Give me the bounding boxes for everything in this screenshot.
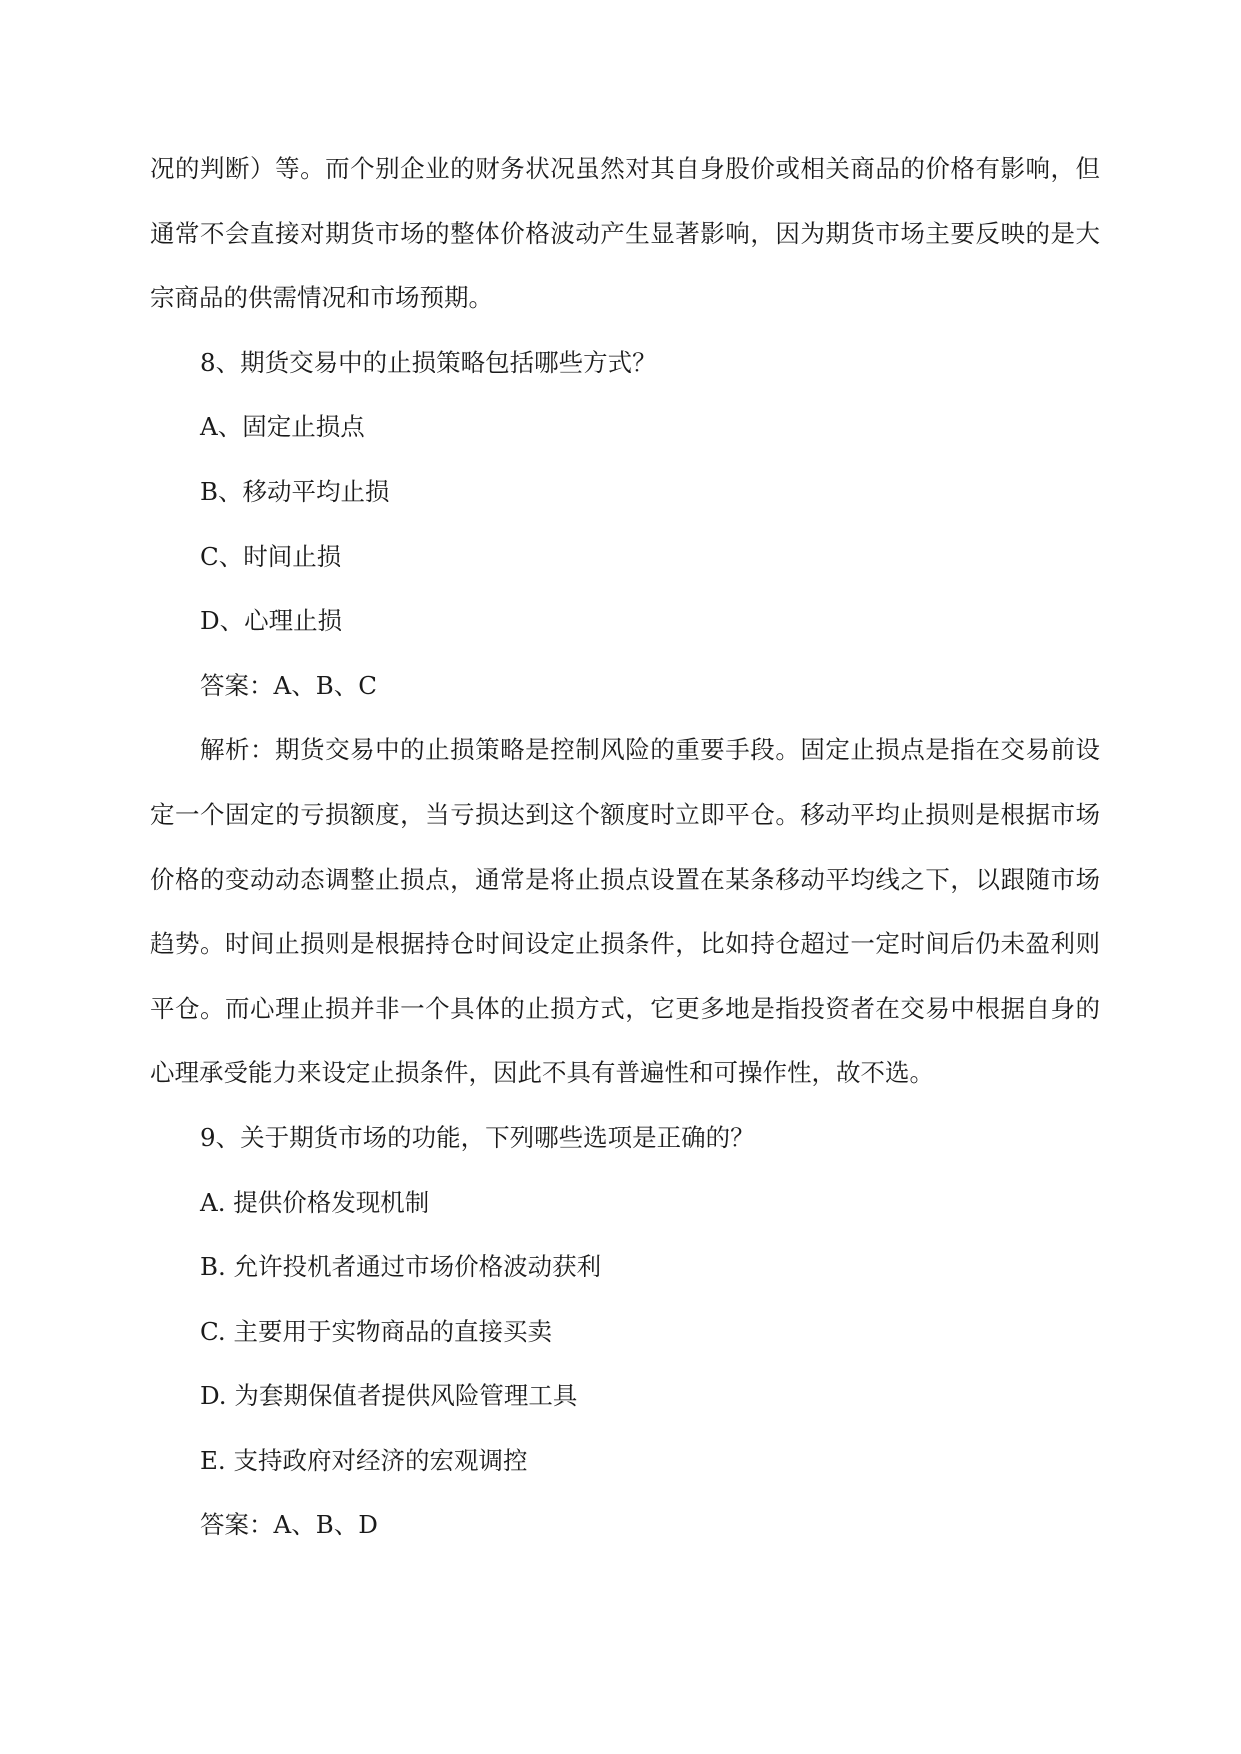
paragraph-line: 况的判断）等。而个别企业的财务状况虽然对其自身股价或相关商品的价格有影响，但 — [150, 154, 1100, 183]
explanation-line: 平仓。而心理止损并非一个具体的止损方式，它更多地是指投资者在交易中根据自身的 — [150, 993, 1100, 1023]
question-9-answer: 答案：A、B、D — [200, 1510, 378, 1540]
question-9-option-a: A. 提供价格发现机制 — [200, 1187, 430, 1217]
question-8-option-c: C、时间止损 — [200, 541, 342, 571]
explanation-line: 解析：期货交易中的止损策略是控制风险的重要手段。固定止损点是指在交易前设 — [200, 735, 1100, 765]
explanation-line: 价格的变动动态调整止损点，通常是将止损点设置在某条移动平均线之下，以跟随市场 — [150, 864, 1100, 894]
question-9-option-b: B. 允许投机者通过市场价格波动获利 — [200, 1252, 602, 1282]
question-9-option-d: D. 为套期保值者提供风险管理工具 — [200, 1381, 578, 1411]
explanation-line: 心理承受能力来设定止损条件，因此不具有普遍性和可操作性，故不选。 — [150, 1058, 934, 1088]
question-8-option-b: B、移动平均止损 — [200, 476, 390, 506]
question-9-option-e: E. 支持政府对经济的宏观调控 — [200, 1445, 528, 1475]
question-8-answer: 答案：A、B、C — [200, 670, 377, 700]
question-8-option-a: A、固定止损点 — [200, 412, 365, 442]
explanation-line: 定一个固定的亏损额度，当亏损达到这个额度时立即平仓。移动平均止损则是根据市场 — [150, 799, 1100, 829]
document-content — [150, 137, 1100, 1558]
question-9-option-c: C. 主要用于实物商品的直接买卖 — [200, 1316, 552, 1346]
question-8-text: 8、期货交易中的止损策略包括哪些方式？ — [200, 347, 657, 377]
paragraph-line: 通常不会直接对期货市场的整体价格波动产生显著影响，因为期货市场主要反映的是大 — [150, 218, 1100, 248]
paragraph-line: 宗商品的供需情况和市场预期。 — [150, 283, 493, 313]
explanation-line: 趋势。时间止损则是根据持仓时间设定止损条件，比如持仓超过一定时间后仍未盈利则 — [150, 929, 1100, 959]
question-9-text: 9、关于期货市场的功能，下列哪些选项是正确的？ — [200, 1122, 755, 1152]
question-8-option-d: D、心理止损 — [200, 606, 343, 636]
